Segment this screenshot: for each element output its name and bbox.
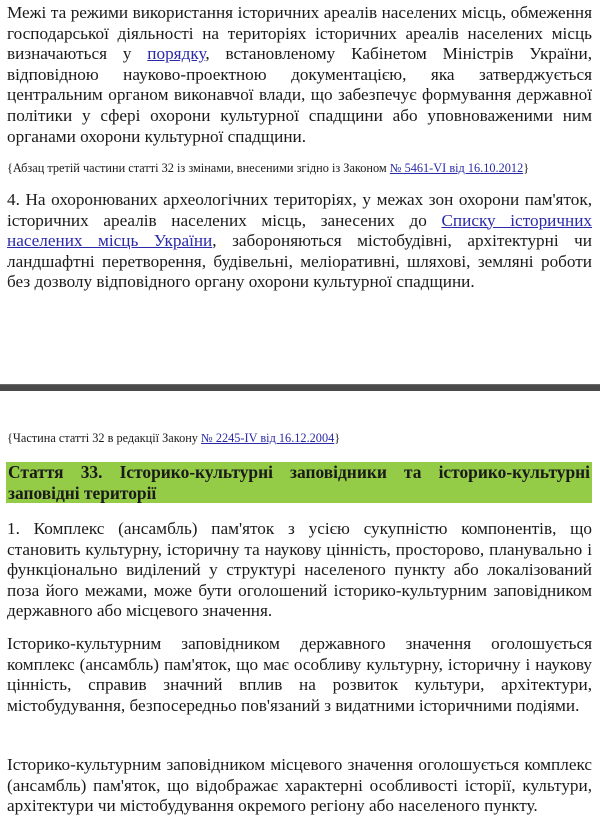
article-32-paragraph-4: [0, 190, 600, 293]
paragraph-text-start: 4. На охоронюваних археологічних територіях, у межах зон охорони пам'яток, історичних ареалів населених місць, занесених до: [7, 190, 592, 230]
note-text-start: {Частина статті 32 в редакції Закону: [7, 431, 202, 445]
amendment-note-2245: [0, 430, 600, 446]
paragraph-text: 1. Комплекс (ансамбль) пам'яток з усією сукупністю компонентів, що становить культурну, історичну та наукову цінність, просторово, планувально і функціонально виділений у структурі населеного пункту або локалізований поза його межами, може бути оголошений історико-культурним заповідником державного або місцевого значення.: [7, 519, 592, 621]
historic-places-list-link[interactable]: Списку історичних населених місць України: [7, 210, 592, 251]
law-5461-link[interactable]: № 5461-VI від 16.10.2012: [389, 161, 524, 175]
paragraph-text: [0, 3, 600, 147]
article-33-paragraph-2: [0, 634, 600, 716]
article-32-paragraph-3: [0, 3, 600, 147]
amendment-note-5461: [0, 160, 600, 176]
law-2245-link[interactable]: № 2245-IV від 16.12.2004: [201, 431, 335, 445]
paragraph-text-start: Межі та режими використання історичних ареалів населених місць, обмеження господарської діяльності на територіях історичних ареалів населених місць визначаються у: [7, 3, 592, 64]
article-33-paragraph-1: [0, 519, 600, 622]
article-33-heading-box: [6, 462, 592, 503]
amendment-note-text: [0, 160, 600, 176]
note-text-start: {Абзац третій частини статті 32 із змінами, внесеними згідно із Законом: [7, 161, 390, 175]
paragraph-text: Історико-культурним заповідником місцевого значення оголошується комплекс (ансамбль) пам'яток, що відображає характерні особливості історії, культури, архітектури чи містобудування окремого регіону або населеного пункту.: [7, 755, 592, 816]
paragraph-text-end: , забороняються містобудівні, архітектурні чи ландшафтні перетворення, будівельні, меліоративні, шляхові, земляні роботи без дозволу відповідного органу охорони культурної спадщини.: [7, 231, 592, 292]
note-text-end: }: [334, 431, 341, 445]
paragraph-text-end: , встановленому Кабінетом Міністрів України, відповідною науково-проектною документацією, яка затверджується центральним органом виконавчої влади, що забезпечує формування державної політики у сфері охорони культурної спадщини або уповноваженими ним органами охорони культурної спадщини.: [7, 44, 592, 146]
page-separator: [0, 384, 600, 391]
order-link[interactable]: порядку: [147, 44, 206, 64]
article-33-heading: Стаття 33. Історико-культурні заповідники та історико-культурні заповідні території: [8, 462, 590, 503]
paragraph-text: [0, 190, 600, 293]
note-text-end: }: [523, 161, 530, 175]
paragraph-text: Історико-культурним заповідником державного значення оголошується комплекс (ансамбль) пам'яток, що має особливу культурну, історичну і наукову цінність, справив значний вплив на розвиток культури, архітектури, містобудування, безпосередньо пов'язаний з видатними історичними подіями.: [7, 634, 592, 715]
article-33-paragraph-3: [0, 755, 600, 817]
amendment-note-text: [0, 430, 600, 446]
